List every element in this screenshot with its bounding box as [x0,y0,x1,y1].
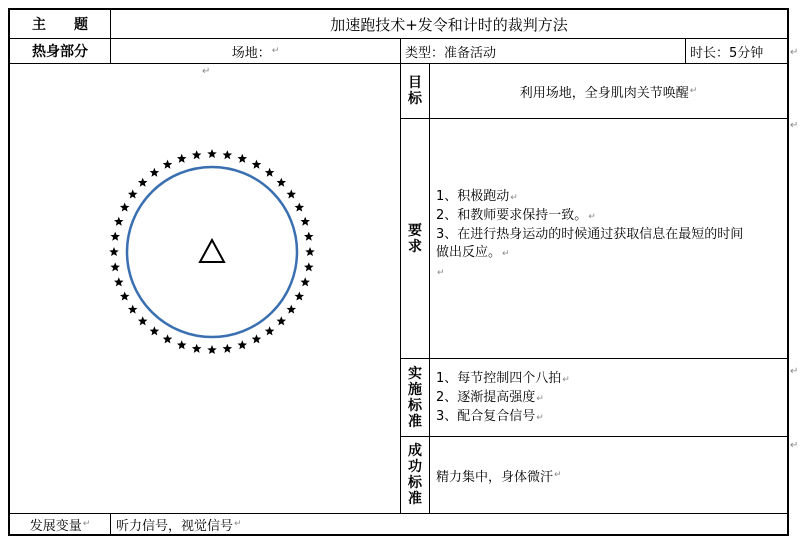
implementation-item: 2、逐渐提高强度↵ [436,390,544,405]
student-star-icon [128,305,138,314]
requirement-item: 2、和教师要求保持一致。↵ [436,208,596,223]
student-star-icon [305,247,315,256]
student-star-icon [287,305,297,314]
student-star-icon [223,150,233,159]
student-star-icon [177,154,187,163]
student-star-icon [295,203,305,212]
success-label: 成 功 标 准 [408,443,422,507]
student-star-icon [207,149,217,158]
requirements-list [436,188,743,282]
student-star-icon [110,262,120,271]
margin-return-mark: ↵ [790,440,799,451]
topic-label: 主 题 [32,17,88,33]
student-star-icon [114,277,124,286]
student-star-icon [163,334,173,343]
implementation-item: 3、配合复合信号↵ [436,409,544,424]
rule-req [400,358,789,359]
student-star-icon [252,334,262,343]
student-star-icon [138,178,148,187]
requirement-item: 3、在进行热身运动的时候通过获取信息在最短的时间 [436,227,744,242]
student-star-icon [295,291,305,300]
student-star-icon [252,160,262,169]
student-star-icon [110,232,120,241]
venue-label: 场地： ↵ [231,45,280,61]
implementation-item: 1、每节控制四个八拍↵ [436,371,570,386]
student-star-icon [192,150,202,159]
student-star-icon [238,340,248,349]
col-right-label [429,63,430,514]
student-star-icon [300,217,310,226]
student-star-icon [277,178,287,187]
student-star-icon [304,262,314,271]
border-bottom [8,534,789,536]
student-star-icon [163,160,173,169]
requirement-blank: ↵ [437,268,445,278]
goal-text: 利用场地，全身肌肉关节唤醒 ↵ [519,85,698,101]
student-star-icon [114,217,124,226]
student-star-icon [207,345,217,354]
topic-title: 加速跑技术+发令和计时的裁判方法 [330,15,568,34]
student-star-icon [138,316,148,325]
teacher-triangle-icon [200,240,224,262]
student-star-icon [265,168,275,177]
student-star-icon [128,189,138,198]
student-star-icon [120,203,130,212]
col-footer [110,513,111,536]
student-star-icon [109,247,119,256]
development-text: 听力信号，视觉信号 ↵ [116,518,242,534]
type-label: 类型：准备活动 [405,45,497,61]
student-stars [109,149,315,354]
student-star-icon [192,344,202,353]
border-left [8,8,10,536]
requirements-label: 要 求 [408,222,422,255]
border-right [787,8,789,536]
margin-return-mark: ↵ [790,47,799,58]
diagram-return-mark: ↵ [202,66,211,77]
development-label: 发展变量 ↵ [29,518,91,534]
student-star-icon [287,189,297,198]
student-star-icon [265,326,275,335]
rule-goal [400,118,789,119]
success-text: 精力集中，身体微汗 ↵ [436,469,562,485]
margin-return-mark: ↵ [790,120,799,131]
margin-return-mark: ↵ [790,366,799,377]
student-star-icon [120,291,130,300]
student-star-icon [177,340,187,349]
student-star-icon [277,316,287,325]
student-star-icon [300,277,310,286]
student-star-icon [150,326,160,335]
requirement-item: 做出反应。↵ [436,245,510,260]
student-star-icon [223,344,233,353]
student-star-icon [238,154,248,163]
duration-label: 时长：5分钟 [690,45,764,61]
goal-label: 目 标 [408,75,422,107]
student-star-icon [304,232,314,241]
implementation-label: 实 施 标 准 [408,365,422,430]
warmup-diagram [100,140,325,365]
student-star-icon [150,168,160,177]
requirement-item: 1、积极跑动↵ [436,189,518,204]
col-duration [685,38,686,64]
implementation-list [436,370,570,427]
section-label: 热身部分 [32,44,88,60]
running-circle [127,167,297,337]
